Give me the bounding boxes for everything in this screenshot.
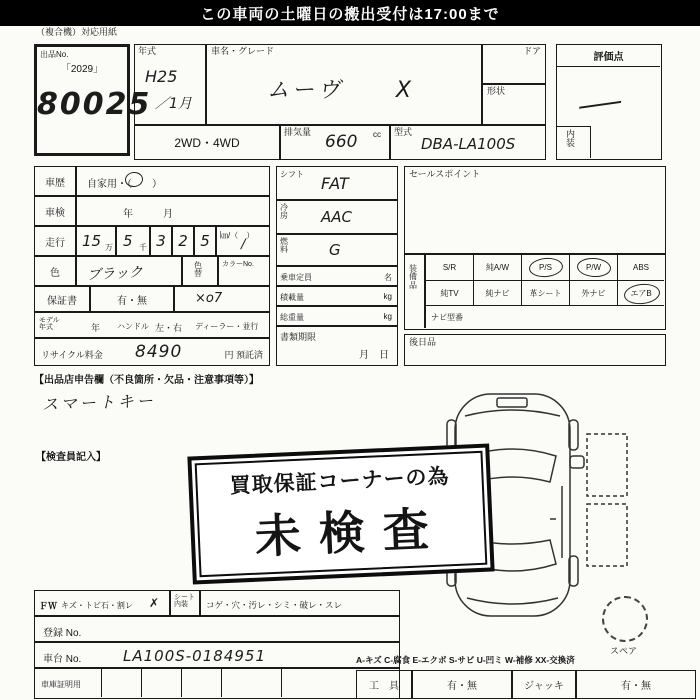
model-year-label: モデル年式 [39,317,60,332]
equipment-item [569,255,617,280]
recycle-unit: 円 預託済 [224,350,263,360]
fuel-label: 燃料 [280,237,288,255]
equipment-item-label: S/R [442,263,457,272]
fuel-value: G [329,241,341,259]
interior-cell [557,126,591,158]
displacement-label: 排気量 [284,127,312,137]
model-year-lr: 左・右 [155,323,183,333]
mileage-man-unit: 万 [105,243,113,252]
load-cell [276,286,398,306]
shape-cell [482,84,546,125]
equipment-item [473,255,521,280]
seat-issues-text: コゲ・穴・汚レ・シミ・破レ・スレ [206,600,343,610]
jack-label: ジャッキ [512,670,576,699]
model-code-cell [390,125,546,160]
seller-note-value: スマートキー [41,391,157,414]
model-year-year: 年 [91,323,101,333]
seat-issues-cell [200,590,400,616]
garage-box [101,669,141,697]
weight-cell [276,306,398,326]
year-value: H25 [145,67,178,86]
not-inspected-stamp [187,443,494,584]
equipment-label: 装備品 [409,264,417,290]
load-label: 積載量 [280,293,304,302]
tool-label: 工 具 [356,670,412,699]
car-name-cell [206,44,482,125]
damage-legend: A-キズ C-腐食 E-エクボ S-サビ U-凹ミ W-補修 XX-交換済 [356,655,575,665]
mileage-digit-1: 3 [150,226,172,256]
chassis-value: LA100S-0184951 [123,647,266,665]
lot-number: 80025 [37,87,152,122]
color-no-cell [218,256,270,286]
color-label: 色 [34,256,76,286]
docs-label: 書類期限 [280,332,317,342]
seller-note-header: 【出品店申告欄（不良箇所・欠品・注意事項等）】 [34,375,259,386]
jack-value: 有・無 [576,670,696,699]
mileage-unit: ㎞/（ ） [220,231,255,240]
mileage-label: 走行 [34,226,76,256]
equipment-item [521,280,569,305]
interior-label: 内装 [566,129,576,149]
equipment-item [473,280,521,305]
equipment-item [521,255,569,280]
mileage-sen-cell [116,226,150,256]
capacity-unit: 名 [384,273,392,282]
mileage-sen-unit: 千 [139,243,147,252]
mileage-sen: 5 [123,232,133,250]
garage-box [181,669,221,697]
mileage-unit-cell [216,226,270,256]
garage-row [34,668,400,699]
fw-cell [34,590,170,616]
warranty-note-cell [174,286,270,312]
recycle-label: リサイクル料金 [41,350,103,360]
seat-interior-label: シート内装 [174,594,195,609]
color-no-label: カラーNo. [222,261,254,268]
shaken-value: 年 月 [123,209,173,220]
fw-label: ＦＷ [39,601,58,611]
equipment-item-label: 純A/W [485,263,510,272]
circle-mark [528,257,564,279]
warranty-label: 保証書 [34,286,90,312]
spare-label: スペア [610,646,638,656]
later-items-box [404,334,666,366]
top-banner [0,0,700,26]
equipment-item [569,280,617,305]
weight-unit: kg [383,312,392,321]
ac-label: 冷房 [280,203,288,221]
shift-cell [276,166,398,200]
later-items-label: 後日品 [409,337,437,347]
equipment-item [425,255,473,280]
color-value: ブラック [86,264,144,284]
year-label: 年式 [138,46,157,56]
fw-mark: ✗ [149,596,160,610]
mileage-man-cell [76,226,116,256]
mileage-digit-3: 5 [194,226,216,256]
history-value: 自家用・（ ） [87,179,162,190]
chassis-row [34,642,400,668]
inspector-header: 【検査員記入】 [36,452,106,463]
year-cell [134,44,206,125]
sales-point-label: セールスポイント [409,169,481,179]
equipment-item [617,280,664,305]
warranty-value: 有・無 [90,286,174,312]
model-code-value: DBA-LA100S [421,135,516,153]
capacity-cell [276,266,398,286]
displacement-unit: cc [373,130,381,139]
model-year-dealer: ディーラー・並行 [195,322,259,331]
paper-note: （複合機）対応用紙 [36,27,118,37]
door-label: ドア [523,46,541,56]
mileage-man: 15 [82,232,102,250]
tool-value: 有・無 [412,670,512,699]
shape-label: 形状 [487,86,506,96]
chassis-label: 車台 No. [43,654,82,665]
shaken-cell [76,196,270,226]
garage-label: 車庫証明用 [41,680,81,689]
color-cell [76,256,182,286]
garage-box [141,669,181,697]
equipment-item-label: エアB [630,288,652,298]
equipment-side [405,255,425,328]
shift-value: FAT [321,174,349,193]
displacement-cell [280,125,390,160]
stamp-line2: 未検査 [253,502,448,563]
color-change-label: 色替 [194,261,202,279]
history-label: 車歴 [34,166,76,196]
model-code-label: 型式 [394,127,413,137]
mileage-mark: ∕ [241,237,246,252]
door-cell [482,44,546,84]
equipment-item-label: 純TV [440,288,459,298]
load-unit: kg [383,292,392,301]
car-name-value: ムーヴ X [267,78,415,103]
garage-box [221,669,281,697]
shaken-label: 車検 [34,196,76,226]
stamp-line1: 買取保証コーナーの為 [229,465,450,498]
equipment-box [404,254,666,330]
sales-point-box [404,166,666,254]
history-cell [76,166,270,196]
nav-model-cell [425,305,664,328]
banner-text: この車両の土曜日の搬出受付は17:00まで [200,5,500,23]
seat-interior-cell [170,590,200,616]
capacity-label: 乗車定員 [280,273,312,282]
circle-mark [623,282,661,306]
weight-label: 総重量 [280,313,304,322]
model-year-handle: ハンドル [117,322,149,331]
grade-label: 評価点 [557,45,660,67]
color-change-cell [182,256,218,286]
year-month: ／1月 [155,96,192,112]
equipment-item-label: P/S [539,263,552,272]
lot-label: 出品No. [40,50,69,59]
registration-row [34,616,400,642]
recycle-row [34,338,270,366]
fw-text: キズ・トビ石・割レ [61,601,133,610]
fuel-cell [276,234,398,266]
equipment-item-label: ABS [632,263,649,272]
circle-mark [576,257,611,278]
displacement-value: 660 [325,132,358,152]
drive-cell: 2WD・4WD [134,125,280,160]
grade-value: — [574,85,626,123]
equipment-item [617,255,664,280]
equipment-item-label: 純ナビ [485,288,510,298]
shift-label: シフト [280,170,304,179]
garage-box-divider [281,669,282,697]
equipment-item-label: 革シート [529,288,562,298]
ac-cell [276,200,398,234]
mileage-digit-2: 2 [172,226,194,256]
lot-stamp: 「2029」 [60,64,104,75]
ac-value: AAC [321,208,352,226]
model-year-row [34,312,270,338]
equipment-item-label: 外ナビ [581,288,606,298]
equipment-item-label: P/W [585,263,602,272]
grade-box [556,44,662,160]
registration-label: 登録 No. [43,628,82,639]
car-name-label: 車名・グレード [211,46,275,56]
stamp-inner-border [195,451,488,577]
equipment-item [425,280,473,305]
docs-value: 月 日 [359,350,389,361]
warranty-note: ×o7 [195,291,223,306]
spare-tire-circle [602,596,648,642]
docs-cell [276,326,398,366]
nav-model-label: ナビ型番 [431,312,463,322]
recycle-value: 8490 [135,342,183,362]
